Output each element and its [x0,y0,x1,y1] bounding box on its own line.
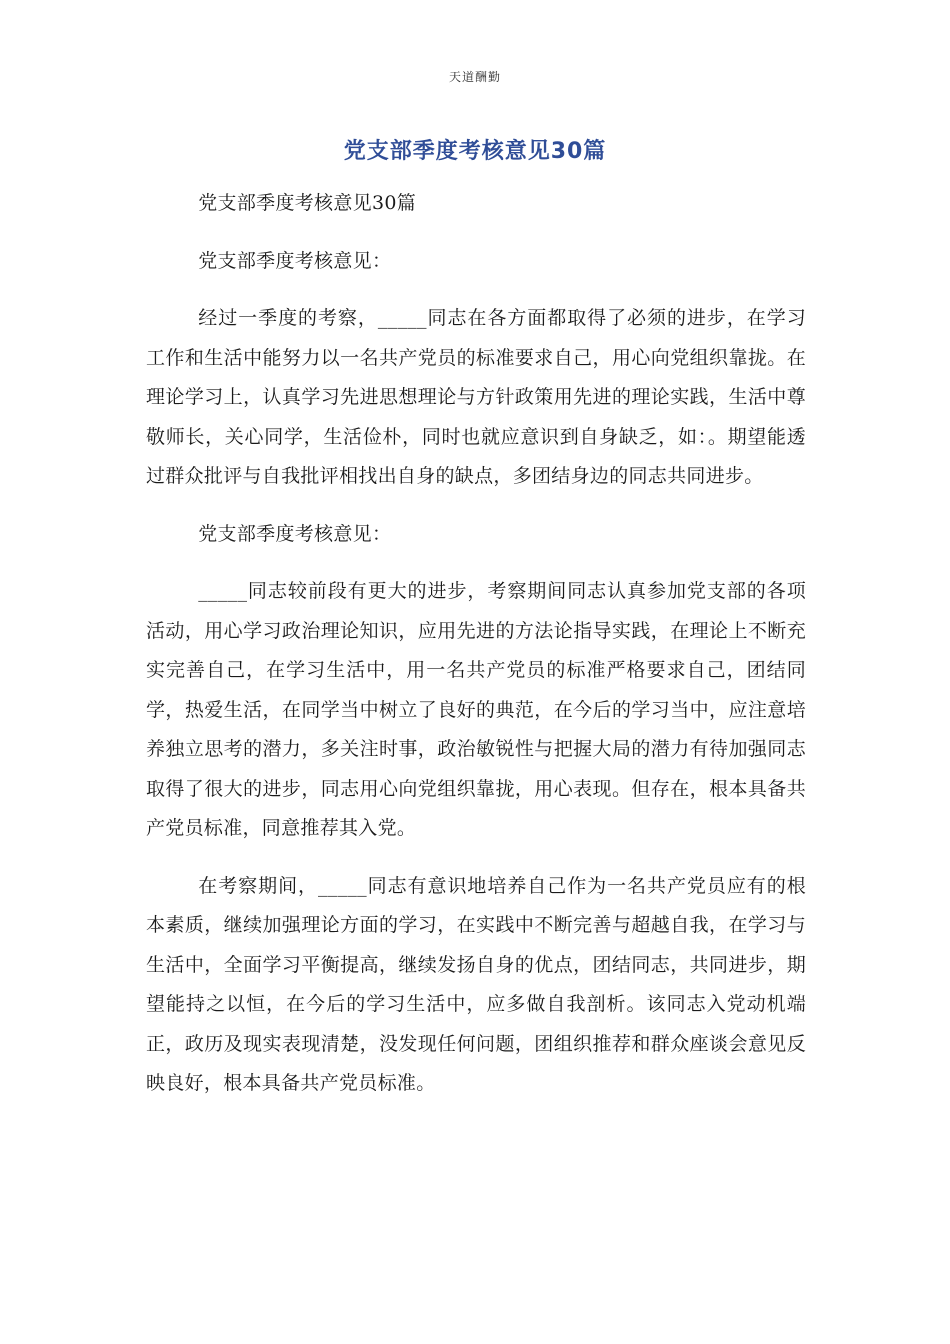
paragraph-section-heading-2: 党支部季度考核意见： [198,522,392,545]
document-body [146,184,806,1104]
paragraph-opinion-2: _____同志较前段有更大的进步，考察期间同志认真参加党支部的各项活动，用心学习政治理论知识，应用先进的方法论指导实践，在理论上不断充实完善自己，在学习生活中，用一名共产党员的标准严格要求自己，团结同学，热爱生活，在同学当中树立了良好的典范，在今后的学习当中，应注意培养独立思考的潜力，多关注时事，政治敏锐性与把握大局的潜力有待加强同志取得了很大的进步，同志用心向党组织靠拢，用心表现。但存在，根本具备共产党员标准，同意推荐其入党。 [146,580,806,839]
paragraph-section-heading-1: 党支部季度考核意见： [198,249,392,272]
document-title: 党支部季度考核意见30篇 [343,139,607,164]
paragraph-opinion-3: 在考察期间，_____同志有意识地培养自己作为一名共产党员应有的根本素质，继续加强理论方面的学习，在实践中不断完善与超越自我，在学习与生活中，全面学习平衡提高，继续发扬自身的优点，团结同志，共同进步，期望能持之以恒，在今后的学习生活中，应多做自我剖析。该同志入党动机端正，政历及现实表现清楚，没发现任何问题，团组织推荐和群众座谈会意见反映良好，根本具备共产党员标准。 [146,874,806,1094]
paragraph-subtitle: 党支部季度考核意见30篇 [198,192,417,214]
page-header: 天道酬勤 [448,70,501,84]
paragraph-opinion-1: 经过一季度的考察，_____同志在各方面都取得了必须的进步，在学习工作和生活中能努力以一名共产党员的标准要求自己，用心向党组织靠拢。在理论学习上，认真学习先进思想理论与方针政策用先进的理论实践，生活中尊敬师长，关心同学，生活俭朴，同时也就应意识到自身缺乏，如：。期望能透过群众批评与自我批评相找出自身的缺点，多团结身边的同志共同进步。 [146,307,806,487]
